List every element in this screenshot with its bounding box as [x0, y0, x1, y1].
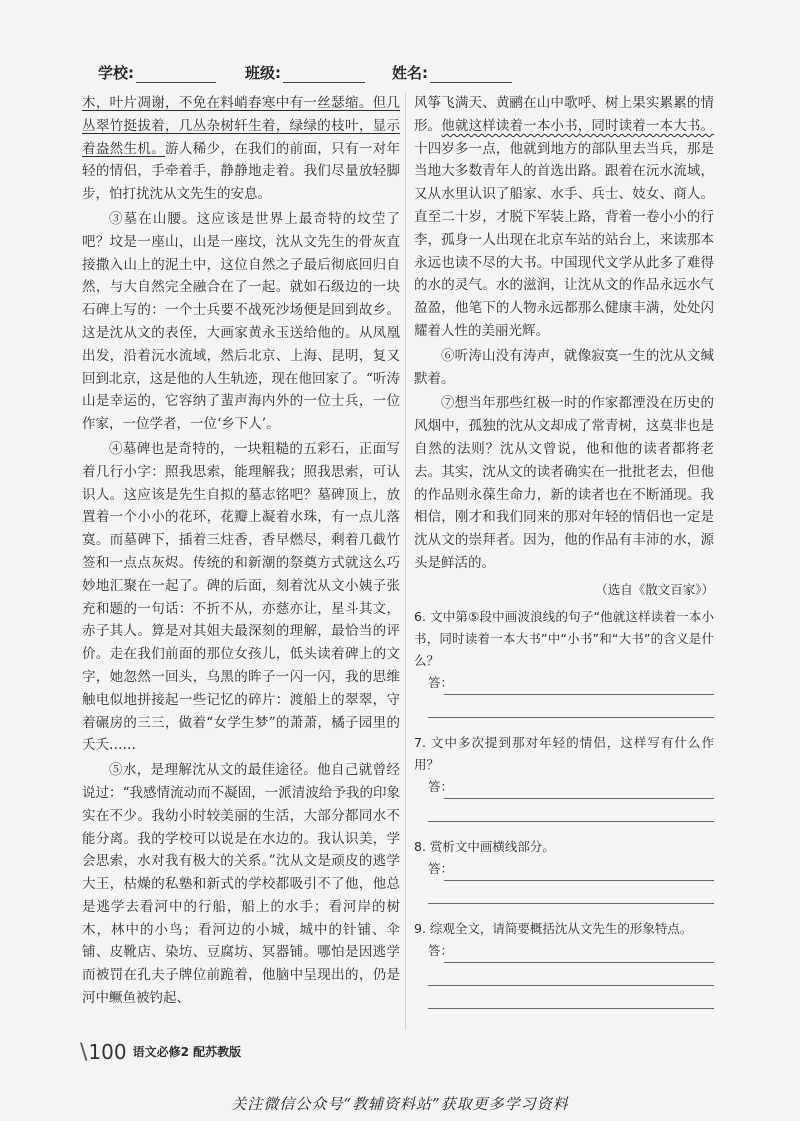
question-6: [414, 606, 714, 718]
question-text: 8. 赏析文中画横线部分。: [414, 838, 555, 854]
paragraph-text: 游人稀少，在我们的前面，只有一对年轻的情侣，手牵着手，静静地走着。我们尽量放轻脚步，怕打扰沈从文先生的安息。: [82, 140, 401, 203]
answer-area[interactable]: [414, 776, 714, 822]
school-field: [98, 62, 216, 83]
page-footer: [80, 1040, 241, 1068]
answer-label: 答：: [428, 778, 454, 794]
question-text: 9. 综观全文，请简要概括沈从文先生的形象特点。: [414, 920, 693, 936]
answer-line[interactable]: [428, 799, 714, 822]
name-label: 姓名:: [392, 64, 428, 82]
right-column: [414, 92, 714, 1009]
column-divider: [405, 92, 406, 1030]
answer-line[interactable]: [444, 672, 714, 695]
question-text: 6. 文中第⑤段中画波浪线的句子“他就这样读着一本小书，同时读着一本大书”中“小书”和“大书”的含义是什么？: [414, 608, 714, 668]
underlined-passage-a: 木，叶片凋谢，不免在料峭春寒中有一丝瑟缩。: [82, 95, 373, 111]
paragraph-2-end: [82, 92, 400, 206]
class-blank: [283, 66, 365, 83]
page-slash-mark: \: [80, 1040, 88, 1065]
question-9: [414, 918, 714, 1009]
question-text: 7. 文中多次提到那对年轻的情侣，这样写有什么作用？: [414, 734, 714, 772]
question-7: [414, 732, 714, 822]
school-label: 学校:: [98, 64, 134, 82]
answer-label: 答：: [428, 674, 454, 690]
answer-label: 答：: [428, 942, 454, 958]
school-blank: [136, 66, 216, 83]
paragraph-4: ④墓碑也是奇特的，一块粗糙的五彩石，正面写着几行小字：照我思索，能理解我；照我思索，可认识人。这应该是先生自拟的墓志铭吧？墓碑顶上，放置着一个小小的花环，花瓣上凝着水珠，有一点儿落寞。而墓碑下，插着三炷香，香早燃尽，剩着几截竹签和一点点灰烬。传统的和新潮的祭奠方式就这么巧妙地汇聚在一起了。碑的后面，刻着沈从文小姨子张充和题的一句话：不折不从，亦慈亦让，星斗其文，赤子其人。算是对其姐夫最深刻的理解，最恰当的评价。走在我们前面的那位女孩儿，低头读着碑上的文字，她忽然一回头，乌黑的眸子一闪一闪，我的思维触电似地拼接起一些记忆的碎片：渡船上的翠翠，守着碾房的三三，做着“女学生梦”的萧萧，橘子园里的夭夭……: [82, 440, 400, 754]
book-title: 语文必修2 配苏教版: [132, 1045, 242, 1059]
answer-line[interactable]: [428, 695, 714, 718]
paragraph-5: ⑤水，是理解沈从文的最佳途径。他自己就曾经说过：“我感情流动而不凝固，一派清波给予我的印象实在不少。我幼小时较美丽的生活，大部分都同水不能分离。我的学校可以说是在水边的。我认识美，学会思索，水对我有极大的关系。”沈从文是顽皮的逃学大王，枯燥的私塾和新式的学校都吸引不了他，他总是逃学去看河中的行船，船上的水手；看河岸的树木，林中的小鸟；看河边的小城，城中的针铺、伞铺、皮靴店、染坊、豆腐坊、冥器铺。哪怕是因逃学而被罚在孔夫子牌位前跪着，他脑中呈现出的，仍是河中鳜鱼被钓起、: [82, 762, 400, 1007]
question-8: [414, 836, 714, 904]
answer-line[interactable]: [428, 963, 714, 986]
answer-area[interactable]: [414, 858, 714, 904]
page-number: 100: [88, 1040, 127, 1064]
wavy-underlined-sentence: 他就这样读着一本小书，同时读着一本大书。: [441, 117, 715, 134]
answer-line[interactable]: [444, 776, 714, 799]
paragraph-7: ⑦想当年那些红极一时的作家都湮没在历史的风烟中，孤独的沈从文却成了常青树，这莫非也是自然的法则？沈从文曾说，他和他的读者都将老去。其实，沈从文的读者确实在一批批老去，但他的作品则永葆生命力，新的读者也在不断涌现。我相信，刚才和我们同来的那对年轻的情侣也一定是沈从文的崇拜者。因为，他的作品有丰沛的水，源头是鲜活的。: [414, 395, 714, 571]
paragraph-text: 十四岁多一点，他就到地方的部队里去当兵，那是当地大多数青年人的首选出路。跟着在沅水流域，又从水里认识了船家、水手、兵士、妓女、商人。直至二十岁，才脱下军装上路，背着一卷小小的行李，孤身一人出现在北京车站的站台上，来读那本永远也读不尽的大书。中国现代文学从此多了难得的水的灵气。水的滋润，让沈从文的作品永远水气盈盈，他笔下的人物永远都那么健康丰满，处处闪耀着人性的美丽光辉。: [414, 140, 714, 339]
paragraph-5-end: [414, 92, 714, 343]
answer-line[interactable]: [444, 940, 714, 963]
student-info-header: [0, 62, 800, 86]
answer-line[interactable]: [428, 986, 714, 1009]
answer-area[interactable]: [414, 940, 714, 1009]
answer-line[interactable]: [444, 858, 714, 881]
name-field: [392, 62, 512, 83]
paragraph-3: ③墓在山腰。这应该是世界上最奇特的坟茔了吧？坟是一座山，山是一座坟，沈从文先生的骨灰直接撒入山上的泥土中，这位自然之子最后彻底回归自然，与大自然完全融合在了一起。就如石级边的一块石碑上写的：一个士兵要不战死沙场便是回到故乡。这是沈从文的表侄，大画家黄永玉送给他的。从凤凰出发，沿着沅水流域，然后北京、上海、昆明，复又回到北京，这是他的人生轨迹，现在他回家了。“听涛山是幸运的，它容纳了蜚声海内外的一位士兵，一位作家，一位学者，一位‘乡下人’。: [82, 210, 400, 433]
class-label: 班级:: [245, 64, 281, 82]
paragraph-text: 风筝飞满天、黄鹂在山中歌呼、树上果实累累的情形。: [414, 95, 714, 134]
answer-label: 答：: [428, 860, 454, 876]
name-blank: [430, 66, 512, 83]
answer-area[interactable]: [414, 672, 714, 718]
answer-line[interactable]: [428, 881, 714, 904]
paragraph-6: ⑥听涛山没有涛声，就像寂寞一生的沈从文缄默着。: [414, 347, 714, 387]
source-citation: （选自《散文百家》）: [595, 581, 714, 597]
left-column: [82, 92, 400, 1010]
class-field: [245, 62, 365, 83]
handwritten-note: 关注微信公众号“教辅资料站”获取更多学习资料: [231, 1095, 569, 1113]
underlined-passage-b: 但几丛翠竹挺拔着，几丛杂树轩生着，绿绿的枝叶，显示着盎然生机。: [82, 95, 401, 157]
